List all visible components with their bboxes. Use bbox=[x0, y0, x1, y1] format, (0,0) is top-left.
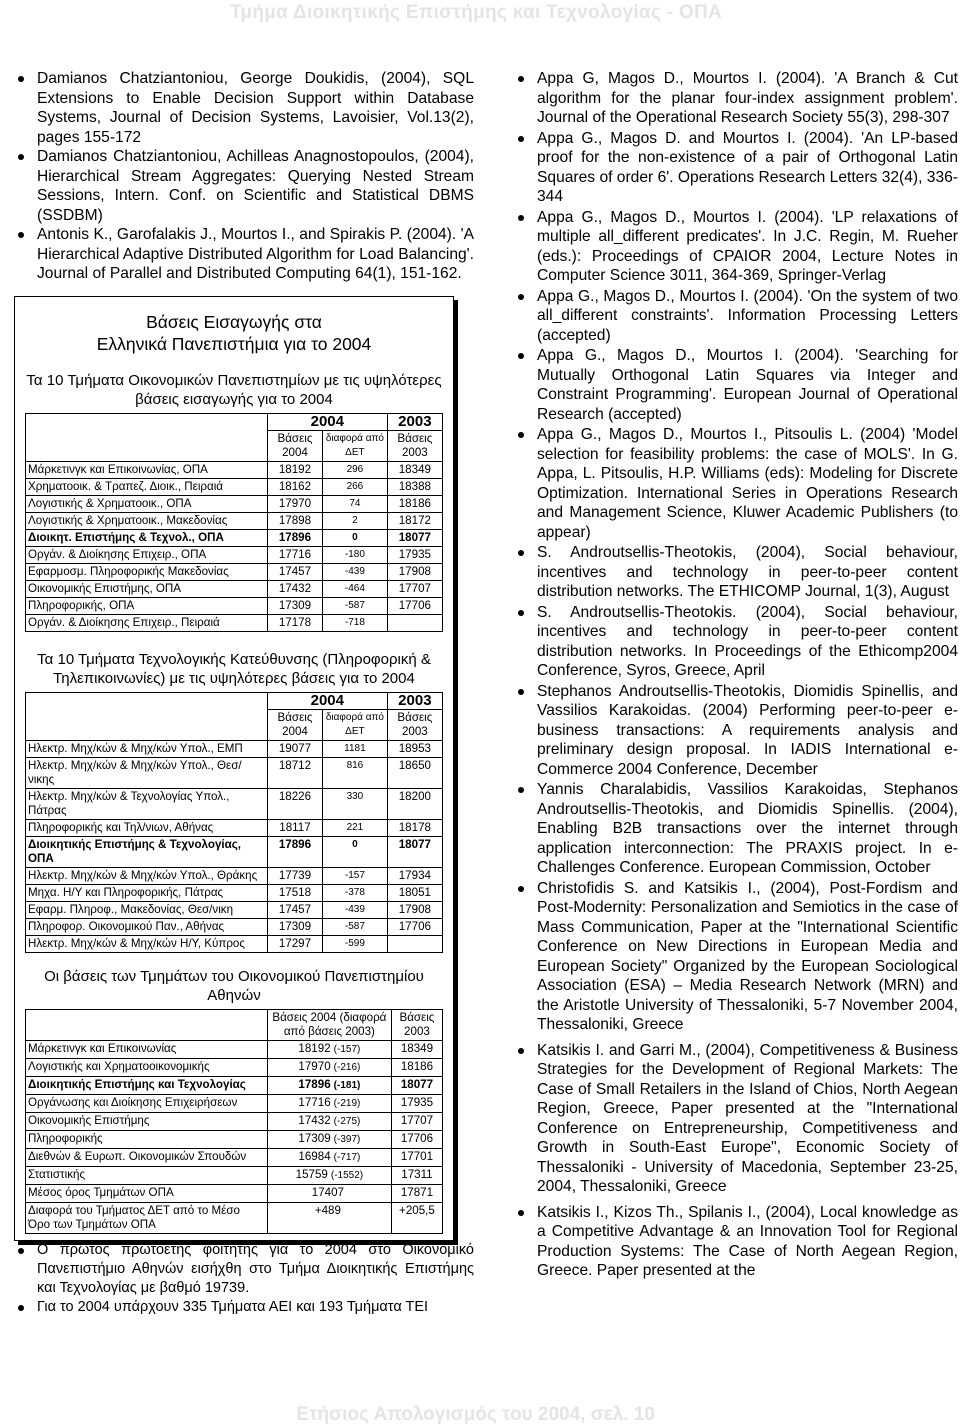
list-item: Damianos Chatziantoniou, George Doukidis, (2004), SQL Extensions to Enable Decision Support within Database Systems, Journal of Decision Systems, Lavoisier, Vol.13(2), pages 155-172 bbox=[14, 69, 474, 147]
table-row: Πληροφορικής 17309 (-397) 17706 bbox=[26, 1130, 443, 1148]
list-item: Για το 2004 υπάρχουν 335 Τμήματα ΑΕΙ και 193 Τμήματα ΤΕΙ bbox=[14, 1298, 474, 1317]
list-item: Christofidis S. and Katsikis I., (2004), Post-Fordism and Post-Modernity: Personalization and Semiotics in the case of Mass Communication, Paper at the "International Scientific Conference on New Directions in European Media and European Society" Organized by the European Sociological Association (ESA) – Media Research Network (MRN) and the Aristotle University of Thessaloniki, 5-7 November 2004, Thessaloniki, Greece bbox=[514, 879, 958, 1035]
table-row: Μάρκετινγκ και Επικοινωνίας, ΟΠΑ 18192 296 18349 bbox=[26, 461, 443, 478]
table-row: Μάρκετινγκ και Επικοινωνίας 18192 (-157) 18349 bbox=[26, 1040, 443, 1058]
table-row: Λογιστικής & Χρηματοοικ., ΟΠΑ 17970 74 18186 bbox=[26, 495, 443, 512]
table-row: Εφαρμοσμ. Πληροφορικής Μακεδονίας 17457 -439 17908 bbox=[26, 563, 443, 580]
list-item: Antonis K., Garofalakis J., Mourtos I., and Spirakis P. (2004). 'A Hierarchical Adaptive Distributed Algorithm for Load Balancing'. Journal of Parallel and Distributed Computing 64(1), 151-162. bbox=[14, 225, 474, 284]
list-item: Appa G., Magos D., Mourtos I. (2004). 'On the system of two all_different constraints'. Information Processing Letters (accepted) bbox=[514, 287, 958, 346]
table-row: Στατιστικής 15759 (-1552) 17311 bbox=[26, 1166, 443, 1184]
admission-scores-box bbox=[14, 296, 454, 1241]
left-column bbox=[14, 69, 474, 1317]
table-row: Διαφορά του Τμήματος ΔΕΤ από το Μέσο Όρο των Τμημάτων ΟΠΑ +489 +205,5 bbox=[26, 1202, 443, 1233]
table-row: Ηλεκτρ. Μηχ/κών & Τεχνολογίας Υπολ., Πάτρας 18226 330 18200 bbox=[26, 788, 443, 819]
economics-departments-table: 2004 2003 Βάσεις 2004 διαφορά από ΔΕΤ Βάσεις 2003 Μάρκετινγκ και Επικοινωνίας, ΟΠΑ 18192 296 18349 Χρηματοοικ. & Τραπεζ. Διοικ., Πειραιά 18162 266 18388 Λογιστικής & Χρηματοοικ., ΟΠΑ 17970 74 18186 Λογιστικής & Χρηματοοικ., Μακεδονίας 17898 2 18172 Διοικητ. Επιστήμης & Τεχνολ., ΟΠΑ 17896 0 18077 Οργάν. & Διοίκησης Επιχειρ., ΟΠΑ 17716 -180 17935 Εφαρμοσμ. Πληροφορικής Μακεδονίας 17457 -439 17908 Οικονομικής Επιστήμης, ΟΠΑ 17432 -464 17707 Πληροφορικής, ΟΠΑ 17309 -587 17706 Οργάν. & Διοίκησης Επιχειρ., Πειραιά 17178 -718 bbox=[25, 413, 443, 632]
list-item: Stephanos Androutsellis-Theotokis, Diomidis Spinellis, and Vassilios Karakoidas. (2004) Performing peer-to-peer e-business transactions: A requirements analysis and preliminary design proposal. In IADIS International e-Commerce 2004 Conference, December bbox=[514, 682, 958, 780]
table3-subtitle: Οι βάσεις των Τμημάτων του Οικονομικού Πανεπιστημίου Αθηνών bbox=[44, 967, 424, 1004]
right-reference-list bbox=[514, 69, 958, 1281]
list-item: Appa G., Magos D. and Mourtos I. (2004). 'An LP-based proof for the non-existence of a pair of Orthogonal Latin Squares of order 6'. Operations Research Letters 32(4), 336-344 bbox=[514, 129, 958, 207]
left-reference-list bbox=[14, 69, 474, 284]
table-row: Εφαρμ. Πληροφ., Μακεδονίας, Θεσ/νικη 17457 -439 17908 bbox=[26, 901, 443, 918]
table-row: Ηλεκτρ. Μηχ/κών & Μηχ/κών Υπολ., Θεσ/νικης 18712 816 18650 bbox=[26, 757, 443, 788]
table1-subtitle: Τα 10 Τμήματα Οικονομικών Πανεπιστημίων με τις υψηλότερες βάσεις εισαγωγής για το 2004 bbox=[26, 371, 442, 408]
table-row: Ηλεκτρ. Μηχ/κών & Μηχ/κών Υπολ., Θράκης 17739 -157 17934 bbox=[26, 867, 443, 884]
page-header: Τμήμα Διοικητικής Επιστήμης και Τεχνολογίας - ΟΠΑ bbox=[229, 2, 722, 23]
list-item: S. Androutsellis-Theotokis. (2004), Social behaviour, incentives and technology in peer-to-peer content distribution networks. In Proceedings of the Ethicomp2004 Conference, Syros, Greece, April bbox=[514, 603, 958, 681]
aueb-departments-table: Βάσεις 2004 (διαφορά από βάσεις 2003) Βάσεις 2003 Μάρκετινγκ και Επικοινωνίας 18192 (-157) 18349 Λογιστικής και Χρηματοοικονομικής 17970 (-216) 18186 Διοικητικής Επιστήμης και Τεχνολογίας 17896 (-181) 18077 Οργάνωσης και Διοίκησης Επιχειρήσεων 17716 (-219) 17935 Οικονομικής Επιστήμης 17432 (-275) 17707 Πληροφορικής 17309 (-397) 17706 Διεθνών & Ευρωπ. Οικονομικών Σπουδών 16984 (-717) 17701 Στατιστικής 15759 (-1552) 17311 Μέσος όρος Τμημάτων ΟΠΑ 17407 17871 Διαφορά του Τμήματος ΔΕΤ από το Μέσο Όρο των Τμημάτων ΟΠΑ +489 +205,5 bbox=[25, 1009, 443, 1234]
table-row: Λογιστικής και Χρηματοοικονομικής 17970 (-216) 18186 bbox=[26, 1058, 443, 1076]
table-row: Διοικητ. Επιστήμης & Τεχνολ., ΟΠΑ 17896 0 18077 bbox=[26, 529, 443, 546]
list-item: Damianos Chatziantoniou, Achilleas Anagnostopoulos, (2004), Hierarchical Stream Aggregates: Querying Nested Stream Sessions, Intern. Conf. on Scientific and Statistical DBMS (SSDBM) bbox=[14, 147, 474, 225]
table-row: Πληροφορ. Οικονομικού Παν., Αθήνας 17309 -587 17706 bbox=[26, 918, 443, 935]
box-title: Βάσεις Εισαγωγής στα Ελληνικά Πανεπιστήμια για το 2004 bbox=[96, 311, 372, 354]
list-item: Katsikis I., Kizos Th., Spilanis I., (2004), Local knowledge as a Competitive Advantage & an Innovation Tool for Regional Production Systems: The Case of North Aegean Region, Greece. Paper presented at the bbox=[514, 1203, 958, 1281]
page-footer: Ετήσιος Απολογισμός του 2004, σελ. 10 bbox=[296, 1404, 655, 1425]
right-column bbox=[514, 69, 958, 1282]
table-row: Οικονομικής Επιστήμης 17432 (-275) 17707 bbox=[26, 1112, 443, 1130]
notes-list bbox=[14, 1241, 474, 1317]
table-row: Λογιστικής & Χρηματοοικ., Μακεδονίας 17898 2 18172 bbox=[26, 512, 443, 529]
list-item: Appa G, Magos D., Mourtos I. (2004). 'A Branch & Cut algorithm for the planar four-index assignment problem'. Journal of the Operational Research Society 55(3), 298-307 bbox=[514, 69, 958, 128]
table-row: Μέσος όρος Τμημάτων ΟΠΑ 17407 17871 bbox=[26, 1184, 443, 1202]
table-row: Οργάν. & Διοίκησης Επιχειρ., Πειραιά 17178 -718 bbox=[26, 614, 443, 631]
technology-departments-table: 2004 2003 Βάσεις 2004 διαφορά από ΔΕΤ Βάσεις 2003 Ηλεκτρ. Μηχ/κών & Μηχ/κών Υπολ., ΕΜΠ 19077 1181 18953 Ηλεκτρ. Μηχ/κών & Μηχ/κών Υπολ., Θεσ/νικης 18712 816 18650 Ηλεκτρ. Μηχ/κών & Τεχνολογίας Υπολ., Πάτρας 18226 330 18200 Πληροφορικής και Τηλ/νιων, Αθήνας 18117 221 18178 Διοικητικής Επιστήμης & Τεχνολογίας, ΟΠΑ 17896 0 18077 Ηλεκτρ. Μηχ/κών & Μηχ/κών Υπολ., Θράκης 17739 -157 17934 Μηχα. Η/Υ και Πληροφορικής, Πάτρας 17518 -378 18051 Εφαρμ. Πληροφ., Μακεδονίας, Θεσ/νικη 17457 -439 17908 Πληροφορ. Οικονομικού Παν., Αθήνας 17309 -587 17706 Ηλεκτρ. Μηχ/κών & Μηχ/κών Η/Υ, Κύπρος 17297 -599 bbox=[25, 692, 443, 953]
table-row: Ηλεκτρ. Μηχ/κών & Μηχ/κών Υπολ., ΕΜΠ 19077 1181 18953 bbox=[26, 740, 443, 757]
list-item: Yannis Charalabidis, Vassilios Karakoidas, Stephanos Androutsellis-Theotokis, and Diomidis Spinellis. (2004), Enabling B2B transactions over the internet through application interconnection: The PRAXIS project. In e-Challenges Conference. European Commission, October bbox=[514, 780, 958, 878]
list-item: S. Androutsellis-Theotokis, (2004), Social behaviour, incentives and technology in peer-to-peer content distribution networks. The ETHICOMP Journal, 1(3), August bbox=[514, 543, 958, 602]
table-row: Διεθνών & Ευρωπ. Οικονομικών Σπουδών 16984 (-717) 17701 bbox=[26, 1148, 443, 1166]
table2-subtitle: Τα 10 Τμήματα Τεχνολογικής Κατεύθυνσης (Πληροφορική & Τηλεπικοινωνίες) με τις υψηλότερες βάσεις για το 2004 bbox=[37, 650, 431, 687]
table-row: Διοικητικής Επιστήμης και Τεχνολογίας 17896 (-181) 18077 bbox=[26, 1076, 443, 1094]
table-row: Οργάνωσης και Διοίκησης Επιχειρήσεων 17716 (-219) 17935 bbox=[26, 1094, 443, 1112]
table-row: Χρηματοοικ. & Τραπεζ. Διοικ., Πειραιά 18162 266 18388 bbox=[26, 478, 443, 495]
table-row: Πληροφορικής και Τηλ/νιων, Αθήνας 18117 221 18178 bbox=[26, 819, 443, 836]
table-row: Διοικητικής Επιστήμης & Τεχνολογίας, ΟΠΑ 17896 0 18077 bbox=[26, 836, 443, 867]
table-row: Μηχα. Η/Υ και Πληροφορικής, Πάτρας 17518 -378 18051 bbox=[26, 884, 443, 901]
list-item: Katsikis I. and Garri M., (2004), Competitiveness & Business Strategies for the Development of Regional Markets: The Case of Small Retailers in the Island of Chios, North Aegean Region, Greece, Paper presented at the "International Conference on Entrepreneurship, Competitiveness and Growth in South-East Europe", Economic Society of Thessaloniki - University of Macedonia, September 23-25, 2004, Thessaloniki, Greece bbox=[514, 1041, 958, 1197]
list-item: Appa G., Magos D., Mourtos I. (2004). 'LP relaxations of multiple all_different predicates'. In J.C. Regin, M. Rueher (eds.): Proceedings of CPAIOR 2004, Lecture Notes in Computer Science 3011, 364-369, Springer-Verlag bbox=[514, 208, 958, 286]
list-item: Appa G., Magos D., Mourtos I., Pitsoulis L. (2004) 'Model selection for feasibility problems: the case of MOLS'. In G. Appa, L. Pitsoulis, H.P. Williams (eds): Modeling for Discrete Optimization. International Series in Operations Research and Management Science, Kluwer Academic Publishers (to appear) bbox=[514, 425, 958, 542]
table-row: Ηλεκτρ. Μηχ/κών & Μηχ/κών Η/Υ, Κύπρος 17297 -599 bbox=[26, 935, 443, 952]
table-row: Οργάν. & Διοίκησης Επιχειρ., ΟΠΑ 17716 -180 17935 bbox=[26, 546, 443, 563]
list-item: Appa G., Magos D., Mourtos I. (2004). 'Searching for Mutually Orthogonal Latin Squares via Integer and Constraint Programming'. European Journal of Operational Research (accepted) bbox=[514, 346, 958, 424]
list-item: Ο πρώτος πρωτοετής φοιτητής για το 2004 στο Οικονομικό Πανεπιστήμιο Αθηνών εισήχθη στο Τμήμα Διοικητικής Επιστήμης και Τεχνολογίας με βαθμό 19739. bbox=[14, 1241, 474, 1298]
table-row: Πληροφορικής, ΟΠΑ 17309 -587 17706 bbox=[26, 597, 443, 614]
table-row: Οικονομικής Επιστήμης, ΟΠΑ 17432 -464 17707 bbox=[26, 580, 443, 597]
